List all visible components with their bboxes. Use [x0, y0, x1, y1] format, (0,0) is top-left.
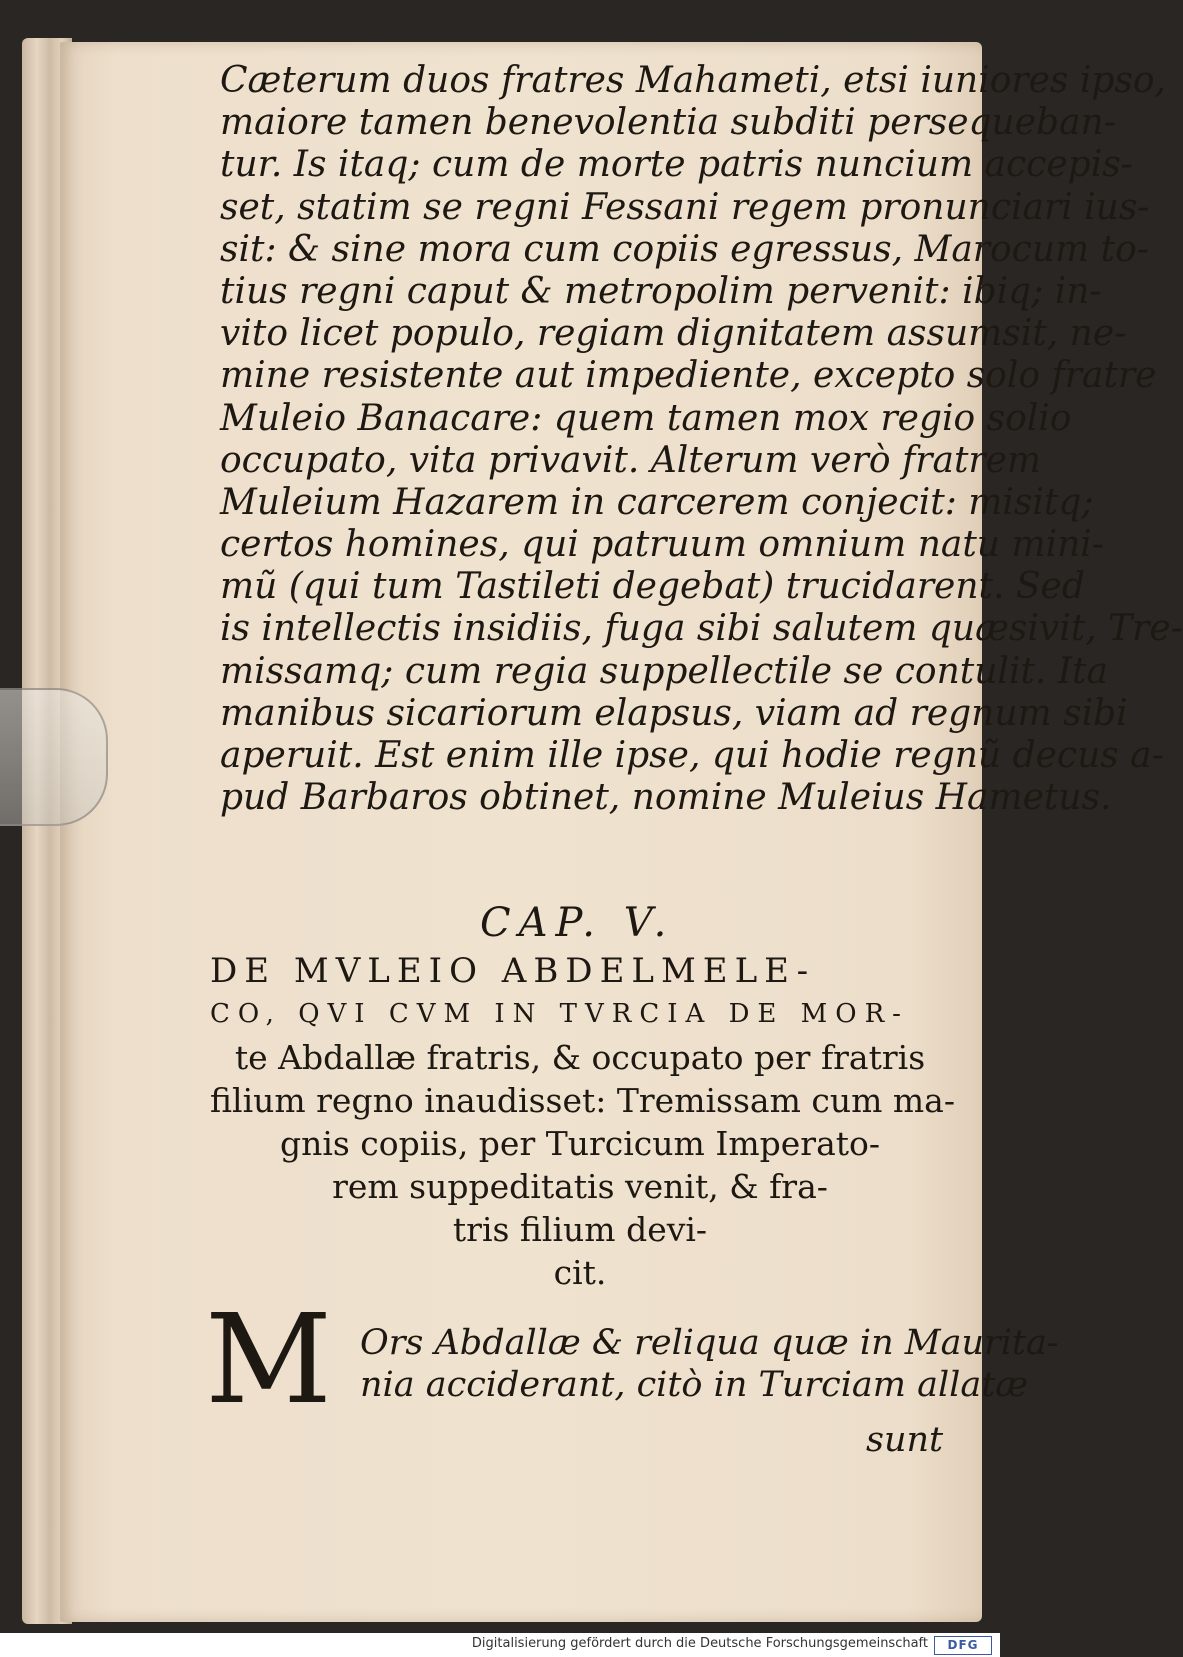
funding-credit: Digitalisierung gefördert durch die Deutsche Forschungsgemeinschaft: [471, 1636, 928, 1651]
digitization-footer: [0, 1633, 1000, 1657]
chapter-heading: [210, 950, 955, 1294]
text-line: certos homines, qui patruum omnium natu mini-: [220, 524, 1104, 566]
text-line: mũ (qui tum Tastileti degebat) trucidarent. Sed: [220, 566, 1085, 608]
heading-line: te Abdallæ fratris, & occupato per fratris: [234, 1038, 926, 1077]
heading-line: cit.: [553, 1253, 607, 1292]
text-line: maiore tamen benevolentia subditi persequeban-: [220, 102, 1116, 144]
text-line: tius regni caput & metropolim pervenit: ibiq; in-: [220, 270, 1102, 312]
text-line: aperuit. Est enim ille ipse, qui hodie regnũ decus a-: [220, 735, 1164, 776]
text-line: Muleium Hazarem in carcerem conjecit: misitq;: [220, 481, 1094, 523]
text-line: tur. Is itaq; cum de morte patris nuncium accepis-: [220, 144, 1133, 186]
heading-line: tris filium devi-: [452, 1210, 708, 1249]
heading-caps-line: CO, QVI CVM IN TVRCIA DE MOR-: [210, 999, 909, 1029]
heading-line: filium regno inaudisset: Tremissam cum ma-: [210, 1081, 955, 1120]
opening-line: Ors Abdallæ & reliqua quæ in Maurita-: [360, 1323, 1059, 1363]
text-line: Muleio Banacare: quem tamen mox regio solio: [220, 397, 1072, 439]
chapter-number: CAP. V.: [480, 900, 675, 946]
text-line: missamq; cum regia suppellectile se contulit. Ita: [220, 650, 1108, 692]
heading-line: rem suppeditatis venit, & fra-: [332, 1167, 828, 1206]
heading-caps-line: DE MVLEIO ABDELMELE-: [210, 951, 816, 991]
catchword: sunt: [866, 1420, 944, 1460]
dfg-logo-icon: DFG: [934, 1636, 992, 1655]
opening-paragraph: [360, 1322, 1059, 1406]
text-line: pud Barbaros obtinet, nomine Muleius Hametus.: [220, 777, 1112, 819]
text-line: occupato, vita privavit. Alterum verò fratrem: [220, 439, 1042, 481]
opening-line: nia acciderant, citò in Turciam allatæ: [360, 1365, 1029, 1405]
page-clip: [0, 688, 108, 826]
text-line: mine resistente aut impediente, excepto solo fratre: [220, 355, 1157, 397]
text-line: manibus sicariorum elapsus, viam ad regnum sibi: [220, 692, 1128, 734]
text-line: Cæterum duos fratres Mahameti, etsi iuniores ipso,: [220, 60, 1166, 101]
heading-line: gnis copiis, per Turcicum Imperato-: [279, 1124, 881, 1163]
drop-cap: M: [205, 1288, 332, 1432]
body-text: [220, 60, 1183, 819]
text-line: vito licet populo, regiam dignitatem assumsit, ne-: [220, 313, 1127, 355]
text-line: sit: & sine mora cum copiis egressus, Marocum to-: [220, 228, 1149, 270]
text-line: is intellectis insidiis, fuga sibi salutem quæsivit, Tre-: [220, 608, 1183, 650]
text-line: set, statim se regni Fessani regem pronunciari ius-: [220, 186, 1150, 228]
